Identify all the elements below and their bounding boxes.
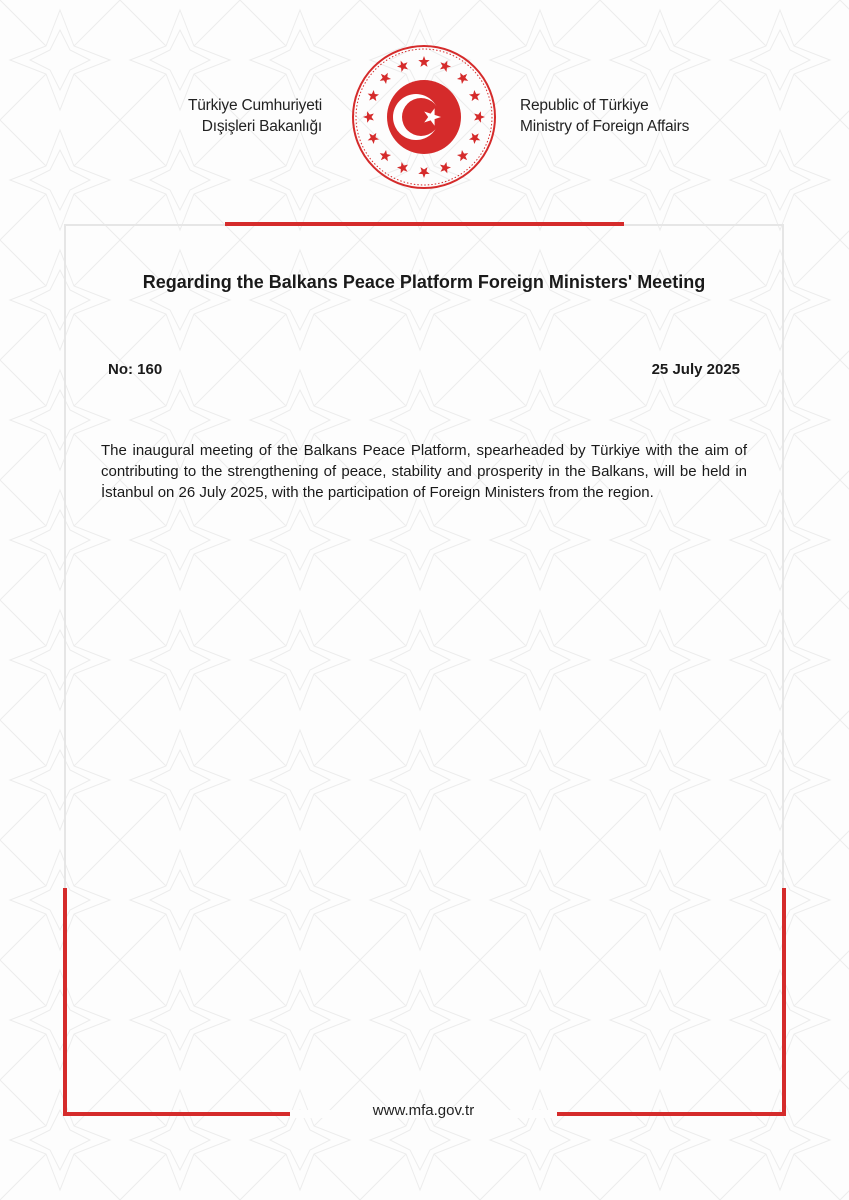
header-left-line2: Dışişleri Bakanlığı (201, 118, 322, 135)
document-frame (64, 224, 784, 1114)
seal-star-icon (380, 150, 391, 161)
seal-star-icon (440, 162, 451, 173)
footer-website-link[interactable]: www.mfa.gov.tr (372, 1102, 475, 1119)
seal-star-icon (368, 90, 379, 101)
header-right-line1: Republic of Türkiye (520, 97, 649, 114)
seal-star-icon (474, 111, 485, 122)
header-left-line1: Türkiye Cumhuriyeti (187, 97, 322, 114)
seal-star-icon (469, 133, 480, 144)
seal-star-icon (418, 167, 429, 178)
seal-star-icon (397, 162, 408, 173)
header-english-name (520, 95, 689, 137)
seal-star-icon (368, 133, 379, 144)
document-title: Regarding the Balkans Peace Platform Foreign Ministers' Meeting (142, 272, 706, 292)
header-right-line2: Ministry of Foreign Affairs (520, 118, 690, 135)
seal-star-icon (440, 61, 451, 72)
frame-accent-bottom-left (63, 1112, 290, 1116)
frame-accent-right (782, 888, 786, 1116)
header-turkish-name (188, 95, 322, 137)
frame-accent-top (225, 222, 624, 226)
seal-star-icon (418, 56, 429, 67)
document-body: The inaugural meeting of the Balkans Peace Platform, spearheaded by Türkiye with the aim of contributing to the strengthening of peace, stability and prosperity in the Balkans, will be held in İstanbul on 26 July 2025, with the participation of Foreign Ministers from the region. (101, 442, 747, 501)
seal-star-icon (397, 61, 408, 72)
seal-star-icon (363, 111, 374, 122)
seal-star-icon (457, 73, 468, 84)
frame-accent-left (63, 888, 67, 1116)
seal-star-icon (469, 90, 480, 101)
turkish-star-crescent-seal-icon (350, 43, 498, 191)
seal-star-icon (457, 150, 468, 161)
seal-star-icon (380, 73, 391, 84)
frame-accent-bottom-right (557, 1112, 786, 1116)
document-number: No: 160 (108, 361, 163, 378)
document-date: 25 July 2025 (651, 361, 740, 378)
